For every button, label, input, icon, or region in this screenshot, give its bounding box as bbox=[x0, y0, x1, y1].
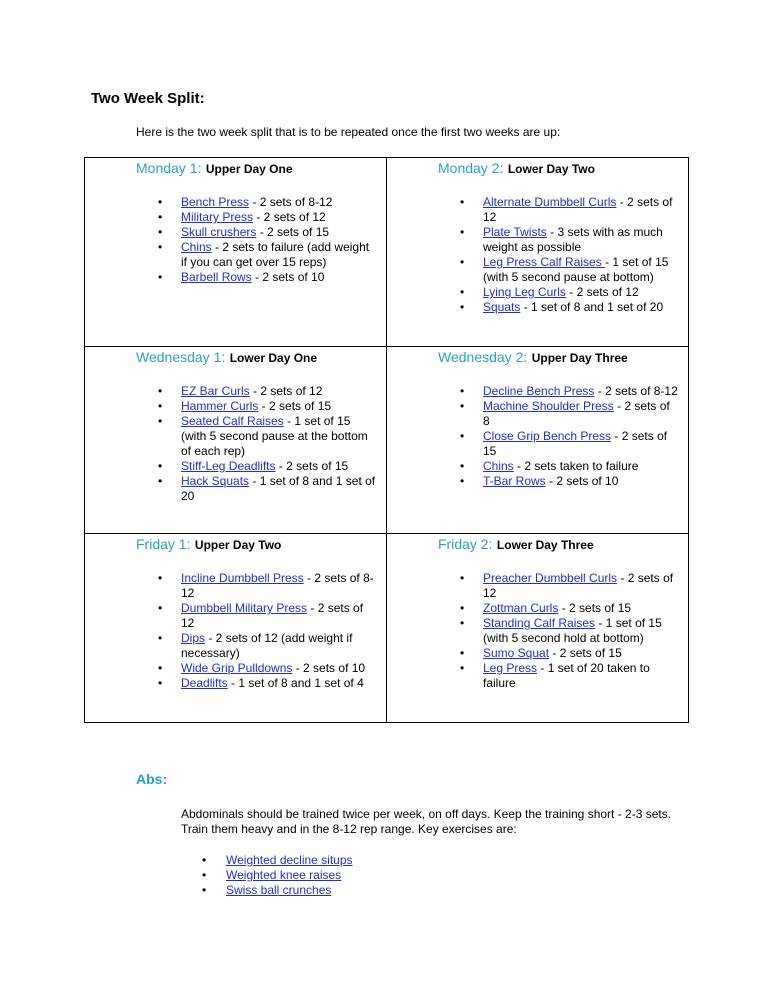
day-heading bbox=[438, 349, 688, 367]
day-cell bbox=[85, 158, 387, 347]
exercise-item bbox=[158, 631, 377, 661]
day-cell bbox=[85, 347, 387, 534]
exercise-detail: - 2 sets of 8 bbox=[483, 399, 670, 428]
exercise-item bbox=[158, 571, 377, 601]
exercise-item bbox=[460, 646, 679, 661]
bullet-icon: • bbox=[460, 459, 465, 473]
exercise-item bbox=[158, 414, 377, 459]
exercise-link[interactable]: Lying Leg Curls bbox=[483, 285, 566, 299]
bullet-icon: • bbox=[460, 195, 465, 209]
exercise-item bbox=[158, 474, 377, 504]
bullet-icon: • bbox=[158, 414, 163, 428]
abs-exercise-item bbox=[202, 868, 353, 883]
bullet-icon: • bbox=[460, 616, 465, 630]
exercise-item bbox=[460, 195, 679, 225]
exercise-link[interactable]: Barbell Rows bbox=[181, 270, 252, 284]
day-label: Friday 2: bbox=[438, 536, 493, 552]
exercise-list bbox=[387, 195, 679, 315]
exercise-detail: - 1 set of 15 (with 5 second pause at the bottom of each rep) bbox=[181, 414, 368, 458]
bullet-icon: • bbox=[460, 661, 465, 675]
day-subtitle: Lower Day Two bbox=[507, 162, 595, 176]
exercise-detail: - 2 sets to failure (add weight if you can get over 15 reps) bbox=[181, 240, 370, 269]
exercise-link[interactable]: Decline Bench Press bbox=[483, 384, 595, 398]
day-subtitle: Lower Day One bbox=[229, 351, 318, 365]
bullet-icon: • bbox=[158, 571, 163, 585]
exercise-link[interactable]: Military Press bbox=[181, 210, 254, 224]
exercise-item bbox=[460, 225, 679, 255]
bullet-icon: • bbox=[460, 225, 465, 239]
exercise-detail: - 1 set of 8 and 1 set of 20 bbox=[520, 300, 664, 314]
exercise-link[interactable]: Close Grip Bench Press bbox=[483, 429, 612, 443]
exercise-detail: - 2 sets of 8-12 bbox=[594, 384, 678, 398]
exercise-item bbox=[158, 676, 377, 691]
exercise-item bbox=[460, 255, 679, 285]
exercise-item bbox=[158, 661, 377, 676]
day-label: Friday 1: bbox=[136, 536, 191, 552]
exercise-item bbox=[460, 384, 679, 399]
exercise-link[interactable]: Alternate Dumbbell Curls bbox=[483, 195, 617, 209]
day-cell bbox=[85, 534, 387, 723]
exercise-item bbox=[460, 616, 679, 646]
exercise-item bbox=[460, 459, 679, 474]
exercise-item bbox=[158, 240, 377, 270]
exercise-link[interactable]: Dips bbox=[181, 631, 206, 645]
bullet-icon: • bbox=[460, 474, 465, 488]
exercise-item bbox=[460, 300, 679, 315]
exercise-detail: - 3 sets with as much weight as possible bbox=[483, 225, 663, 254]
exercise-detail: - 1 set of 20 taken to failure bbox=[483, 661, 650, 690]
exercise-detail: - 2 sets of 12 (add weight if necessary) bbox=[181, 631, 353, 660]
exercise-detail: - 2 sets of 15 bbox=[275, 459, 349, 473]
abs-exercise-item bbox=[202, 853, 353, 868]
exercise-detail: - 2 sets taken to failure bbox=[513, 459, 639, 473]
exercise-list bbox=[85, 384, 377, 504]
exercise-detail: - 2 sets of 10 bbox=[251, 270, 325, 284]
abs-exercise-link[interactable]: Weighted knee raises bbox=[226, 868, 342, 882]
exercise-detail: - 1 set of 8 and 1 set of 4 bbox=[227, 676, 364, 690]
bullet-icon: • bbox=[158, 399, 163, 413]
exercise-item bbox=[158, 270, 377, 285]
bullet-icon: • bbox=[460, 384, 465, 398]
abs-exercise-item bbox=[202, 883, 353, 898]
exercise-list bbox=[85, 571, 377, 691]
exercise-detail: - 2 sets of 15 bbox=[549, 646, 622, 660]
exercise-item bbox=[158, 195, 377, 210]
abs-exercise-list bbox=[202, 853, 353, 898]
exercise-link[interactable]: Machine Shoulder Press bbox=[483, 399, 614, 413]
abs-exercise-link[interactable]: Swiss ball crunches bbox=[226, 883, 332, 897]
exercise-link[interactable]: Skull crushers bbox=[181, 225, 257, 239]
abs-heading: Abs: bbox=[136, 771, 168, 787]
exercise-item bbox=[158, 601, 377, 631]
exercise-detail: - 1 set of 8 and 1 set of 20 bbox=[181, 474, 376, 503]
day-subtitle: Upper Day Two bbox=[194, 538, 282, 552]
bullet-icon: • bbox=[158, 210, 163, 224]
exercise-link[interactable]: Hack Squats bbox=[181, 474, 250, 488]
exercise-list bbox=[387, 571, 679, 691]
exercise-link[interactable]: Hammer Curls bbox=[181, 399, 259, 413]
exercise-link[interactable]: Squats bbox=[483, 300, 521, 314]
exercise-item bbox=[460, 429, 679, 459]
bullet-icon: • bbox=[158, 225, 163, 239]
exercise-item bbox=[460, 474, 679, 489]
exercise-item bbox=[460, 571, 679, 601]
day-label: Wednesday 1: bbox=[136, 349, 226, 365]
exercise-link[interactable]: Leg Press Calf Raises bbox=[483, 255, 606, 269]
exercise-list bbox=[85, 195, 377, 285]
day-label: Monday 1: bbox=[136, 160, 202, 176]
exercise-detail: - 2 sets of 10 bbox=[292, 661, 366, 675]
exercise-item bbox=[158, 459, 377, 474]
exercise-item bbox=[158, 210, 377, 225]
exercise-detail: - 2 sets of 10 bbox=[545, 474, 619, 488]
day-subtitle: Lower Day Three bbox=[496, 538, 594, 552]
exercise-link[interactable]: Incline Dumbbell Press bbox=[181, 571, 304, 585]
day-subtitle: Upper Day Three bbox=[531, 351, 628, 365]
exercise-detail: - 2 sets of 15 bbox=[258, 399, 332, 413]
split-table bbox=[84, 157, 689, 723]
bullet-icon: • bbox=[158, 631, 163, 645]
intro-text: Here is the two week split that is to be repeated once the first two weeks are up: bbox=[136, 125, 561, 139]
exercise-list bbox=[387, 384, 679, 489]
exercise-detail: - 1 set of 15 (with 5 second hold at bottom) bbox=[483, 616, 662, 645]
exercise-detail: - 1 set of 15 (with 5 second pause at bottom) bbox=[483, 255, 669, 284]
exercise-link[interactable]: Wide Grip Pulldowns bbox=[181, 661, 293, 675]
exercise-link[interactable]: Bench Press bbox=[181, 195, 250, 209]
day-heading bbox=[438, 536, 688, 554]
abs-description: Abdominals should be trained twice per week, on off days. Keep the training short - 2-3 sets. Train them heavy and in the 8-12 rep range. Key exercises are: bbox=[181, 807, 672, 836]
bullet-icon: • bbox=[158, 661, 163, 675]
bullet-icon: • bbox=[460, 399, 465, 413]
day-label: Wednesday 2: bbox=[438, 349, 528, 365]
bullet-icon: • bbox=[158, 601, 163, 615]
exercise-detail: - 2 sets of 15 bbox=[483, 429, 668, 458]
exercise-item bbox=[158, 399, 377, 414]
bullet-icon: • bbox=[460, 300, 465, 314]
bullet-icon: • bbox=[460, 571, 465, 585]
bullet-icon: • bbox=[202, 883, 207, 897]
exercise-item bbox=[460, 285, 679, 300]
bullet-icon: • bbox=[158, 384, 163, 398]
bullet-icon: • bbox=[158, 195, 163, 209]
bullet-icon: • bbox=[460, 429, 465, 443]
exercise-link[interactable]: EZ Bar Curls bbox=[181, 384, 250, 398]
exercise-link[interactable]: Preacher Dumbbell Curls bbox=[483, 571, 618, 585]
day-heading bbox=[136, 160, 386, 178]
exercise-link[interactable]: Chins bbox=[483, 459, 514, 473]
bullet-icon: • bbox=[460, 255, 465, 269]
abs-exercise-link[interactable]: Weighted decline situps bbox=[226, 853, 353, 867]
exercise-item bbox=[158, 384, 377, 399]
bullet-icon: • bbox=[158, 240, 163, 254]
day-heading bbox=[438, 160, 688, 178]
day-cell bbox=[387, 534, 689, 723]
exercise-detail: - 2 sets of 12 bbox=[249, 384, 323, 398]
exercise-link[interactable]: Plate Twists bbox=[483, 225, 547, 239]
bullet-icon: • bbox=[460, 601, 465, 615]
day-subtitle: Upper Day One bbox=[205, 162, 293, 176]
exercise-link[interactable]: Stiff-Leg Deadlifts bbox=[181, 459, 276, 473]
exercise-link[interactable]: Standing Calf Raises bbox=[483, 616, 596, 630]
exercise-link[interactable]: Chins bbox=[181, 240, 212, 254]
day-label: Monday 2: bbox=[438, 160, 504, 176]
exercise-item bbox=[460, 399, 679, 429]
exercise-link[interactable]: Leg Press bbox=[483, 661, 538, 675]
exercise-detail: - 2 sets of 15 bbox=[558, 601, 632, 615]
exercise-detail: - 2 sets of 8-12 bbox=[249, 195, 333, 209]
bullet-icon: • bbox=[158, 270, 163, 284]
exercise-detail: - 2 sets of 15 bbox=[256, 225, 330, 239]
day-heading bbox=[136, 349, 386, 367]
bullet-icon: • bbox=[158, 474, 163, 488]
bullet-icon: • bbox=[460, 646, 465, 660]
exercise-detail: - 2 sets of 12 bbox=[565, 285, 639, 299]
exercise-link[interactable]: Seated Calf Raises bbox=[181, 414, 284, 428]
exercise-link[interactable]: T-Bar Rows bbox=[483, 474, 546, 488]
bullet-icon: • bbox=[202, 853, 207, 867]
exercise-detail: - 2 sets of 12 bbox=[181, 601, 364, 630]
exercise-item bbox=[460, 601, 679, 616]
exercise-detail: - 2 sets of 12 bbox=[253, 210, 326, 224]
page-title: Two Week Split: bbox=[91, 90, 205, 107]
exercise-link[interactable]: Dumbbell Military Press bbox=[181, 601, 308, 615]
day-heading bbox=[136, 536, 386, 554]
exercise-link[interactable]: Deadlifts bbox=[181, 676, 228, 690]
bullet-icon: • bbox=[158, 676, 163, 690]
exercise-item bbox=[460, 661, 679, 691]
exercise-detail: - 2 sets of 12 bbox=[483, 195, 673, 224]
exercise-link[interactable]: Sumo Squat bbox=[483, 646, 550, 660]
bullet-icon: • bbox=[158, 459, 163, 473]
day-cell bbox=[387, 158, 689, 347]
bullet-icon: • bbox=[460, 285, 465, 299]
exercise-detail: - 2 sets of 8-12 bbox=[181, 571, 374, 600]
exercise-detail: - 2 sets of 12 bbox=[483, 571, 674, 600]
exercise-link[interactable]: Zottman Curls bbox=[483, 601, 559, 615]
day-cell bbox=[387, 347, 689, 534]
bullet-icon: • bbox=[202, 868, 207, 882]
exercise-item bbox=[158, 225, 377, 240]
